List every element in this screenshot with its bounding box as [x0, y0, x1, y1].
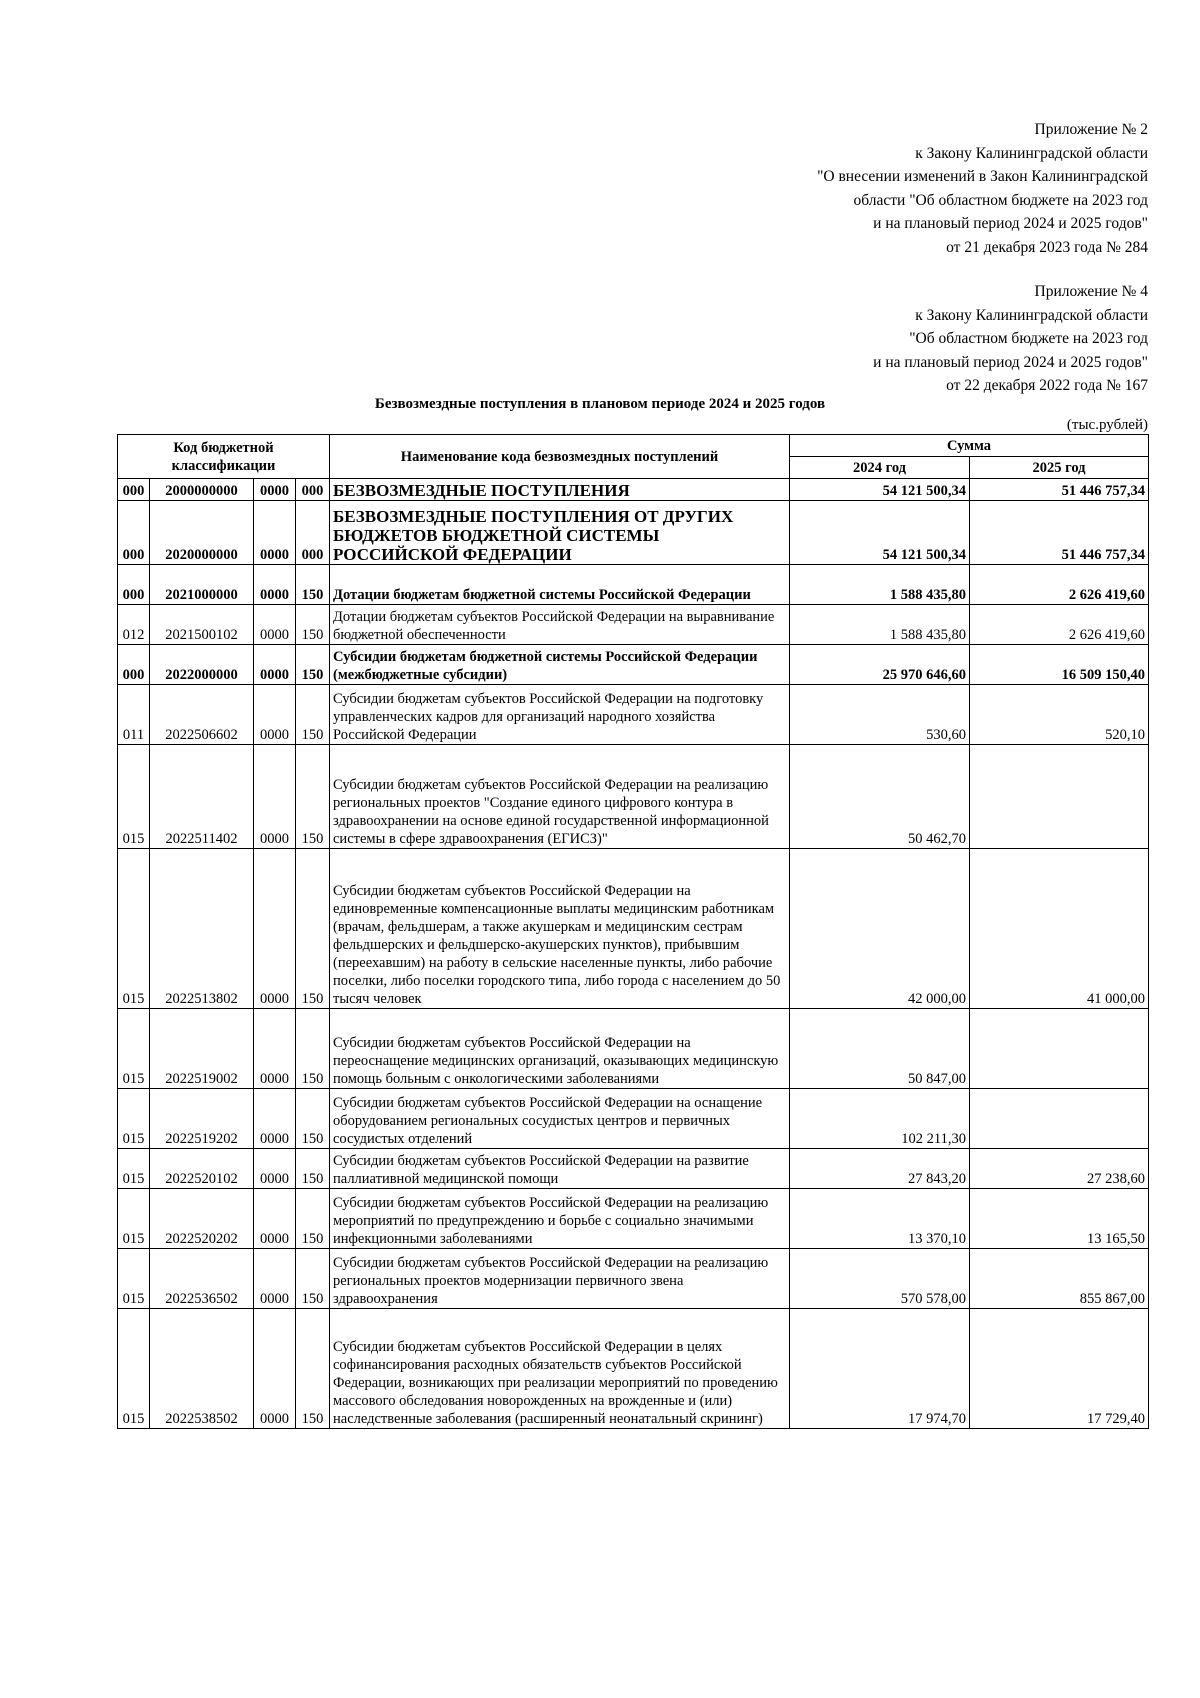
budget-code-cell: 2022519002	[150, 1009, 254, 1089]
sum-2025-cell: 17 729,40	[970, 1309, 1149, 1429]
name-cell: БЕЗВОЗМЕЗДНЫЕ ПОСТУПЛЕНИЯ	[330, 479, 790, 501]
admin-code-cell: 011	[118, 685, 150, 745]
name-cell: Субсидии бюджетам субъектов Российской Федерации на переоснащение медицинских организаций, оказывающих медицинскую помощь больным с онкологическими заболеваниями	[330, 1009, 790, 1089]
program-code-cell: 0000	[254, 849, 296, 1009]
sum-2024-cell: 27 843,20	[790, 1149, 970, 1189]
document-title: Безвозмездные поступления в плановом периоде 2024 и 2025 годов	[374, 396, 826, 412]
appendix4-line: к Закону Калининградской области	[915, 306, 1148, 324]
budget-code-cell: 2022513802	[150, 849, 254, 1009]
admin-code-cell: 000	[118, 645, 150, 685]
admin-code-cell: 000	[118, 501, 150, 565]
name-cell: Субсидии бюджетам субъектов Российской Федерации на реализацию мероприятий по предупреждению и борьбе с социально значимыми инфекционными заболеваниями	[330, 1189, 790, 1249]
sum-2024-cell: 13 370,10	[790, 1189, 970, 1249]
appendix2-line: "О внесении изменений в Закон Калининградской	[817, 168, 1148, 185]
appendix-header	[817, 118, 1148, 398]
program-code-cell: 0000	[254, 565, 296, 605]
program-code-cell: 0000	[254, 1189, 296, 1249]
appendix2-line: от 21 декабря 2023 года № 284	[946, 238, 1148, 256]
kind-code-cell: 150	[296, 1309, 330, 1429]
table-row	[118, 1189, 1149, 1249]
sum-2024-cell: 570 578,00	[790, 1249, 970, 1309]
table-row	[118, 501, 1149, 565]
sum-2025-cell: 13 165,50	[970, 1189, 1149, 1249]
budget-code-cell: 2000000000	[150, 479, 254, 501]
sum-2024-cell: 50 847,00	[790, 1009, 970, 1089]
sum-2024-cell: 1 588 435,80	[790, 605, 970, 645]
budget-code-cell: 2022520202	[150, 1189, 254, 1249]
name-cell: Субсидии бюджетам субъектов Российской Федерации на реализацию региональных проектов "Создание единого цифрового контура в здравоохранении на основе единой государственной информационной системы в сфере здравоохранения (ЕГИСЗ)"	[330, 745, 790, 849]
program-code-cell: 0000	[254, 1089, 296, 1149]
appendix2-line: к Закону Калининградской области	[915, 144, 1148, 162]
sum-2024-cell: 530,60	[790, 685, 970, 745]
kind-code-cell: 150	[296, 565, 330, 605]
name-cell: Субсидии бюджетам субъектов Российской Федерации в целях софинансирования расходных обязательств субъектов Российской Федерации, возникающих при реализации мероприятий по проведению массового обследования новорожденных на врожденные и (или) наследственные заболевания (расширенный неонатальный скрининг)	[330, 1309, 790, 1429]
sum-2025-cell: 855 867,00	[970, 1249, 1149, 1309]
kind-code-cell: 150	[296, 1249, 330, 1309]
sum-2025-cell: 520,10	[970, 685, 1149, 745]
program-code-cell: 0000	[254, 645, 296, 685]
program-code-cell: 0000	[254, 685, 296, 745]
appendix2-line: области "Об областном бюджете на 2023 год	[853, 191, 1148, 209]
admin-code-cell: 015	[118, 1189, 150, 1249]
name-cell: Дотации бюджетам субъектов Российской Федерации на выравнивание бюджетной обеспеченности	[330, 605, 790, 645]
budget-code-cell: 2022506602	[150, 685, 254, 745]
admin-code-cell: 015	[118, 1149, 150, 1189]
sum-2024-cell: 17 974,70	[790, 1309, 970, 1429]
appendix4-line: "Об областном бюджете на 2023 год	[909, 330, 1148, 347]
table-row	[118, 1149, 1149, 1189]
appendix4-line: от 22 декабря 2022 года № 167	[946, 377, 1148, 394]
table-row	[118, 1009, 1149, 1089]
admin-code-cell: 000	[118, 565, 150, 605]
admin-code-cell: 015	[118, 849, 150, 1009]
budget-code-cell: 2020000000	[150, 501, 254, 565]
sum-2025-cell	[970, 745, 1149, 849]
program-code-cell: 0000	[254, 1009, 296, 1089]
sum-2024-cell: 42 000,00	[790, 849, 970, 1009]
admin-code-cell: 012	[118, 605, 150, 645]
kind-code-cell: 150	[296, 645, 330, 685]
sum-2025-cell: 2 626 419,60	[970, 605, 1149, 645]
table-row	[118, 605, 1149, 645]
budget-code-cell: 2021000000	[150, 565, 254, 605]
program-code-cell: 0000	[254, 745, 296, 849]
program-code-cell: 0000	[254, 605, 296, 645]
kind-code-cell: 150	[296, 1189, 330, 1249]
kind-code-cell: 150	[296, 685, 330, 745]
table-row	[118, 685, 1149, 745]
table-row	[118, 849, 1149, 1009]
table-row	[118, 1309, 1149, 1429]
sum-2024-cell: 25 970 646,60	[790, 645, 970, 685]
program-code-cell: 0000	[254, 1309, 296, 1429]
budget-code-cell: 2022536502	[150, 1249, 254, 1309]
table-row	[118, 565, 1149, 605]
budget-code-cell: 2022519202	[150, 1089, 254, 1149]
admin-code-cell: 015	[118, 1249, 150, 1309]
program-code-cell: 0000	[254, 501, 296, 565]
program-code-cell: 0000	[254, 1149, 296, 1189]
header-name: Наименование кода безвозмездных поступлений	[330, 435, 790, 479]
sum-2025-cell: 41 000,00	[970, 849, 1149, 1009]
name-cell: Субсидии бюджетам субъектов Российской Федерации на единовременные компенсационные выплаты медицинским работникам (врачам, фельдшерам, а также акушеркам и медицинским сестрам фельдшерских и фельдшерско-акушерских пунктов), прибывшим (переехавшим) на работу в сельские населенные пункты, либо рабочие поселки, либо поселки городского типа, либо города с населением до 50 тысяч человек	[330, 849, 790, 1009]
appendix4-line: Приложение № 4	[1034, 283, 1148, 300]
header-sum: Сумма	[790, 435, 1149, 457]
table-row	[118, 645, 1149, 685]
kind-code-cell: 150	[296, 1089, 330, 1149]
sum-2024-cell: 54 121 500,34	[790, 501, 970, 565]
program-code-cell: 0000	[254, 1249, 296, 1309]
sum-2024-cell: 102 211,30	[790, 1089, 970, 1149]
kind-code-cell: 150	[296, 745, 330, 849]
admin-code-cell: 015	[118, 1309, 150, 1429]
table-body	[118, 479, 1149, 1429]
budget-code-cell: 2022000000	[150, 645, 254, 685]
table-row	[118, 1249, 1149, 1309]
admin-code-cell: 015	[118, 745, 150, 849]
budget-code-cell: 2021500102	[150, 605, 254, 645]
budget-code-cell: 2022538502	[150, 1309, 254, 1429]
table-row	[118, 479, 1149, 501]
sum-2025-cell: 27 238,60	[970, 1149, 1149, 1189]
revenue-table	[117, 434, 1149, 1429]
name-cell: БЕЗВОЗМЕЗДНЫЕ ПОСТУПЛЕНИЯ ОТ ДРУГИХ БЮДЖЕТОВ БЮДЖЕТНОЙ СИСТЕМЫ РОССИЙСКОЙ ФЕДЕРАЦИИ	[330, 501, 790, 565]
kind-code-cell: 000	[296, 479, 330, 501]
sum-2025-cell: 51 446 757,34	[970, 479, 1149, 501]
kind-code-cell: 150	[296, 1149, 330, 1189]
name-cell: Субсидии бюджетам субъектов Российской Федерации на развитие паллиативной медицинской помощи	[330, 1149, 790, 1189]
budget-code-cell: 2022520102	[150, 1149, 254, 1189]
kind-code-cell: 150	[296, 849, 330, 1009]
name-cell: Субсидии бюджетам субъектов Российской Федерации на подготовку управленческих кадров для организаций народного хозяйства Российской Федерации	[330, 685, 790, 745]
sum-2025-cell: 16 509 150,40	[970, 645, 1149, 685]
sum-2025-cell: 51 446 757,34	[970, 501, 1149, 565]
name-cell: Дотации бюджетам бюджетной системы Российской Федерации	[330, 565, 790, 605]
sum-2024-cell: 1 588 435,80	[790, 565, 970, 605]
sum-2025-cell	[970, 1009, 1149, 1089]
name-cell: Субсидии бюджетам субъектов Российской Федерации на оснащение оборудованием региональных сосудистых центров и первичных сосудистых отделений	[330, 1089, 790, 1149]
admin-code-cell: 015	[118, 1009, 150, 1089]
kind-code-cell: 150	[296, 1009, 330, 1089]
appendix2-line: Приложение № 2	[1034, 121, 1148, 138]
sum-2025-cell	[970, 1089, 1149, 1149]
name-cell: Субсидии бюджетам бюджетной системы Российской Федерации (межбюджетные субсидии)	[330, 645, 790, 685]
kind-code-cell: 000	[296, 501, 330, 565]
appendix4-line: и на плановый период 2024 и 2025 годов"	[873, 353, 1148, 371]
sum-2024-cell: 54 121 500,34	[790, 479, 970, 501]
kind-code-cell: 150	[296, 605, 330, 645]
program-code-cell: 0000	[254, 479, 296, 501]
sum-2025-cell: 2 626 419,60	[970, 565, 1149, 605]
admin-code-cell: 015	[118, 1089, 150, 1149]
header-2025: 2025 год	[970, 457, 1149, 479]
budget-code-cell: 2022511402	[150, 745, 254, 849]
table-row	[118, 1089, 1149, 1149]
name-cell: Субсидии бюджетам субъектов Российской Федерации на реализацию региональных проектов модернизации первичного звена здравоохранения	[330, 1249, 790, 1309]
admin-code-cell: 000	[118, 479, 150, 501]
table-row	[118, 745, 1149, 849]
header-code: Код бюджетной классификации	[118, 435, 330, 479]
units-label: (тыс.рублей)	[1066, 417, 1148, 433]
sum-2024-cell: 50 462,70	[790, 745, 970, 849]
appendix2-line: и на плановый период 2024 и 2025 годов"	[873, 215, 1148, 232]
header-2024: 2024 год	[790, 457, 970, 479]
